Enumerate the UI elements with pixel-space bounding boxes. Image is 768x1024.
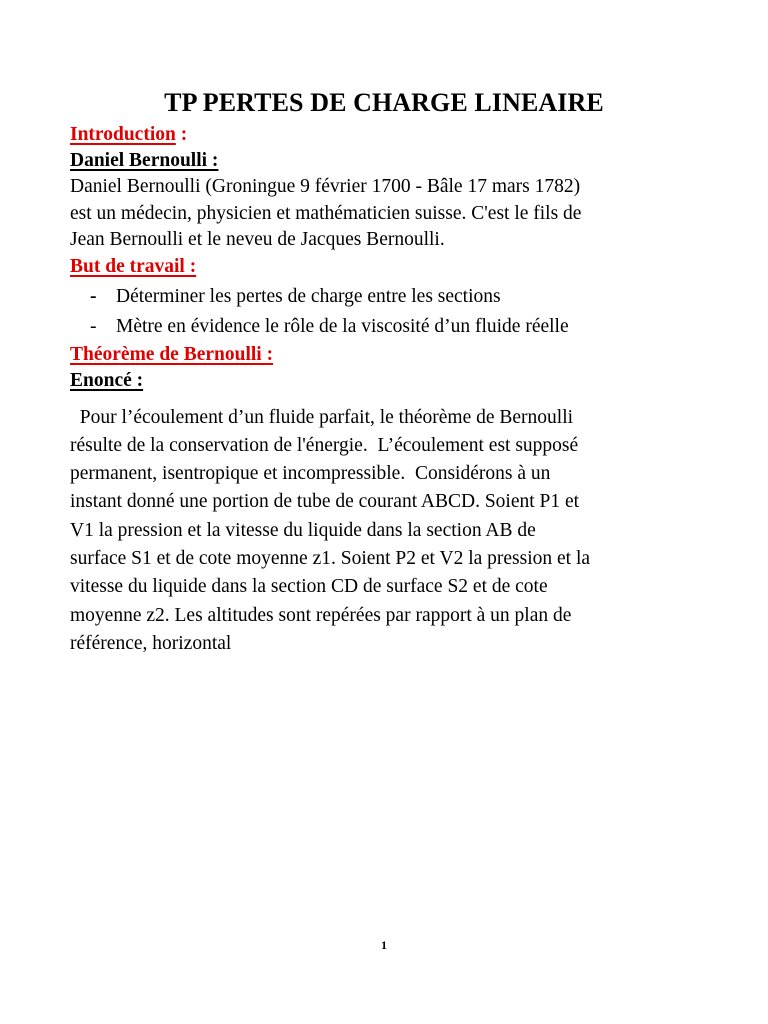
introduction-heading-text: Introduction	[70, 124, 176, 145]
bernoulli-paragraph	[70, 174, 710, 254]
list-item	[70, 312, 710, 342]
list-bullet: -	[90, 285, 97, 307]
enonce-heading	[70, 368, 710, 394]
list-bullet: -	[90, 315, 97, 337]
paragraph-line: Daniel Bernoulli (Groningue 9 février 1700 - Bâle 17 mars 1782)	[70, 176, 581, 197]
introduction-heading-suffix: :	[175, 124, 188, 145]
document-title: TP PERTES DE CHARGE LINEAIRE	[164, 88, 604, 117]
paragraph-line: résulte de la conservation de l'énergie. L’écoulement est supposé	[70, 434, 579, 456]
bernoulli-heading	[70, 148, 710, 174]
paragraph-line: permanent, isentropique et incompressible. Considérons à un	[70, 463, 551, 485]
paragraph-line: instant donné une portion de tube de courant ABCD. Soient P1 et	[70, 491, 580, 513]
theoreme-heading	[70, 342, 710, 368]
but-de-travail-heading	[70, 254, 710, 280]
introduction-heading	[70, 122, 710, 148]
list-item	[70, 282, 710, 312]
paragraph-line: est un médecin, physicien et mathématicien suisse. C'est le fils de	[70, 202, 582, 224]
paragraph-line: référence, horizontal	[70, 632, 232, 654]
but-de-travail-heading-text: But de travail :	[70, 255, 197, 277]
list-item-text: Déterminer les pertes de charge entre les sections	[116, 285, 501, 307]
enonce-paragraph	[70, 404, 710, 659]
paragraph-line: Jean Bernoulli et le neveu de Jacques Bernoulli.	[70, 229, 445, 250]
paragraph-line: Pour l’écoulement d’un fluide parfait, le théorème de Bernoulli	[70, 406, 574, 428]
theoreme-heading-text: Théorème de Bernoulli :	[70, 343, 274, 365]
bernoulli-heading-text: Daniel Bernoulli :	[70, 150, 219, 171]
paragraph-line: vitesse du liquide dans la section CD de surface S2 et de cote	[70, 576, 548, 598]
paragraph-line: V1 la pression et la vitesse du liquide dans la section AB de	[70, 519, 536, 541]
document-body	[70, 122, 710, 658]
list-item-text: Mètre en évidence le rôle de la viscosité d’un fluide réelle	[116, 315, 569, 337]
paragraph-line: moyenne z2. Les altitudes sont repérées par rapport à un plan de	[70, 604, 572, 626]
paragraph-line: surface S1 et de cote moyenne z1. Soient P2 et V2 la pression et la	[70, 547, 591, 569]
objectives-list	[70, 282, 710, 342]
page-number: 1	[381, 938, 387, 952]
enonce-heading-text: Enoncé :	[70, 369, 144, 391]
